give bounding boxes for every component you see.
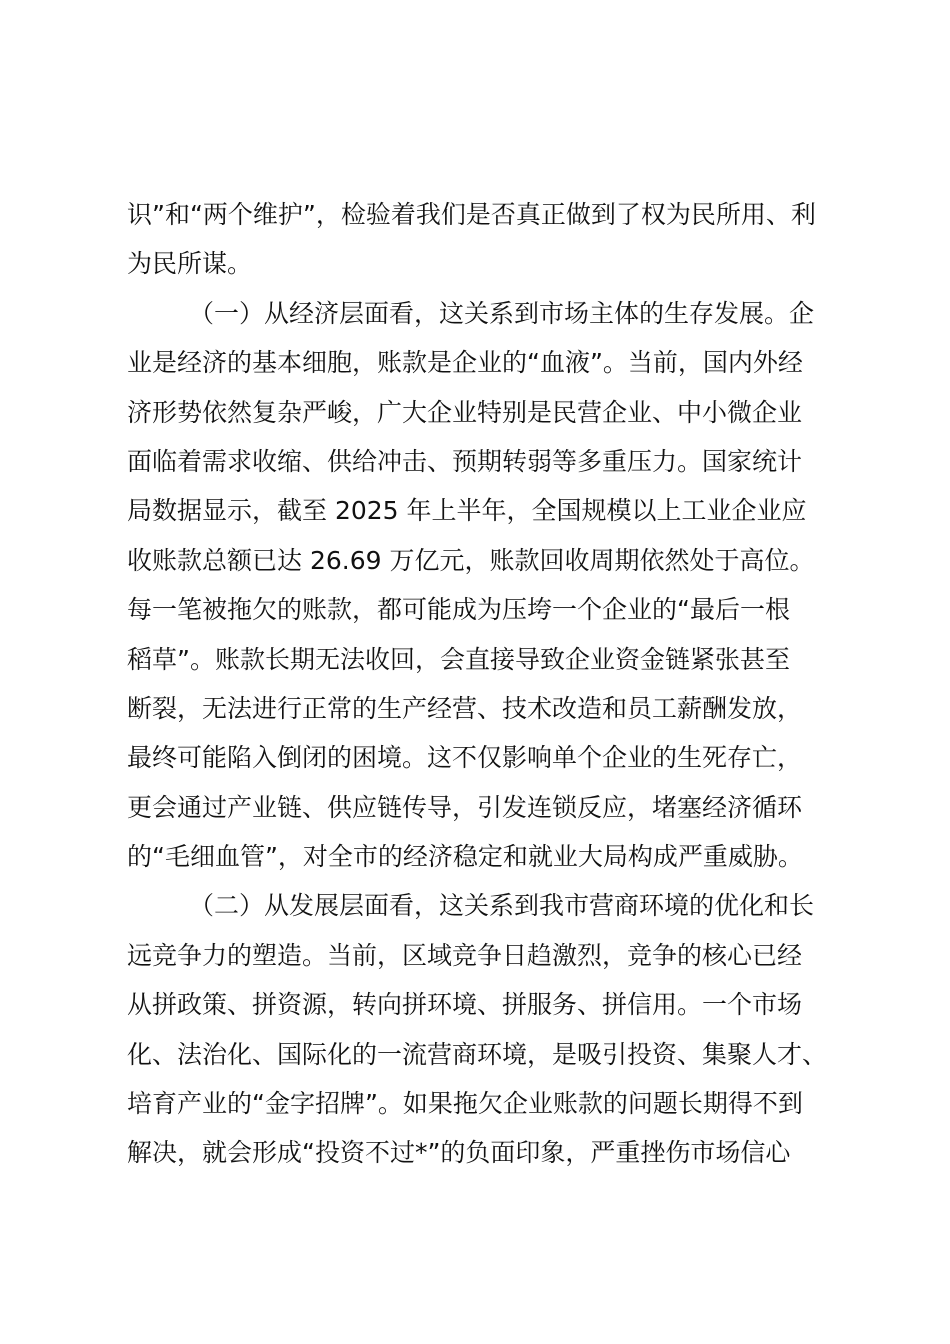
text-line: 业是经济的基本细胞，账款是企业的“血液”。当前，国内外经 <box>127 348 803 378</box>
text-line: 的“毛细血管”，对全市的经济稳定和就业大局构成严重威胁。 <box>127 842 803 872</box>
text-line: 培育产业的“金字招牌”。如果拖欠企业账款的问题长期得不到 <box>127 1089 803 1119</box>
text-line: 化、法治化、国际化的一流营商环境，是吸引投资、集聚人才、 <box>127 1039 828 1069</box>
text-line: 收账款总额已达 26.69 万亿元，账款回收周期依然处于高位。 <box>127 545 815 575</box>
text-line: 从拼政策、拼资源，转向拼环境、拼服务、拼信用。一个市场 <box>127 990 803 1020</box>
text-line: 稻草”。账款长期无法收回，会直接导致企业资金链紧张甚至 <box>127 644 790 674</box>
text-line: 断裂，无法进行正常的生产经营、技术改造和员工薪酬发放， <box>127 693 803 723</box>
text-line: 面临着需求收缩、供给冲击、预期转弱等多重压力。国家统计 <box>127 446 803 476</box>
text-line: 识”和“两个维护”，检验着我们是否真正做到了权为民所用、利 <box>127 200 816 229</box>
text-line: 解决，就会形成“投资不过*”的负面印象，严重挫伤市场信心 <box>127 1138 791 1168</box>
text-line: 每一笔被拖欠的账款，都可能成为压垮一个企业的“最后一根 <box>127 595 790 625</box>
text-line: 济形势依然复杂严峻，广大企业特别是民营企业、中小微企业 <box>127 397 803 427</box>
text-line: 远竞争力的塑造。当前，区域竞争日趋激烈，竞争的核心已经 <box>127 940 803 970</box>
section-heading-economic: （一）从经济层面看，这关系到市场主体的生存发展。企 <box>189 298 815 328</box>
text-line: 更会通过产业链、供应链传导，引发连锁反应，堵塞经济循环 <box>127 792 803 822</box>
text-line: 最终可能陷入倒闭的困境。这不仅影响单个企业的生死存亡， <box>127 743 803 773</box>
text-line: 为民所谋。 <box>127 249 253 279</box>
body-text <box>127 190 847 1178</box>
text-line: 局数据显示，截至 2025 年上半年，全国规模以上工业企业应 <box>127 496 807 526</box>
section-heading-development: （二）从发展层面看，这关系到我市营商环境的优化和长 <box>189 891 815 921</box>
